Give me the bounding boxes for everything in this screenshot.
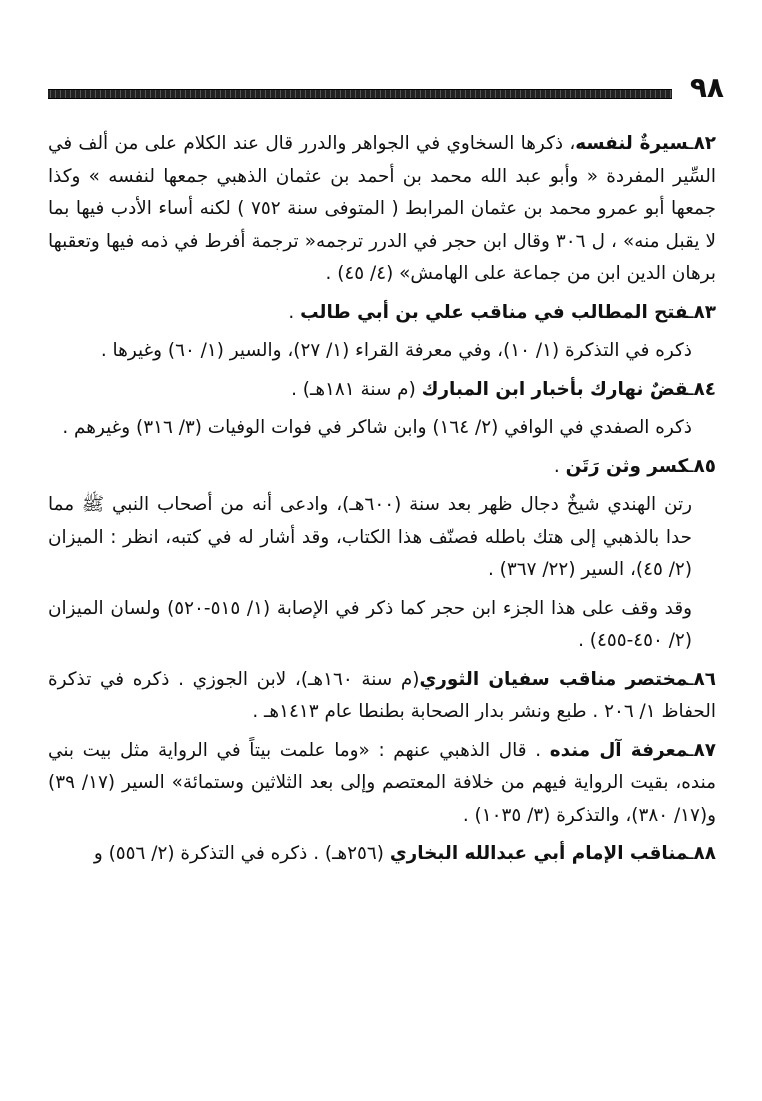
entry-82: ٨٢ـسيرةٌ لنفسه، ذكرها السخاوي في الجواهر والدرر قال عند الكلام على من ألف في السِّير المفردة « وأبو عبد الله محمد بن أحمد بن عثمان الذهبي جمعها لنفسه » وكذا جمعها أبو عمرو محمد بن عثمان المرابط ( المتوفى سنة ٧٥٢ ) لكنه أساء الأدب فيها بما لا يقبل منه» ، ل ٣٠٦ وقال ابن حجر في الدرر ترجمه« ترجمة أفرط في ذمه فيها وتعقبها برهان الدين ابن من جماعة على الهامش» (٤/ ٤٥) . xyxy=(48,133,717,284)
entry-87: ٨٧ـمعرفة آل منده . قال الذهبي عنهم : «وما علمت بيتاً في الرواية مثل بيت بني منده، بقيت الرواية فيهم من خلافة المعتصم وإلى بعد الثلاثين وستمائة» السير (١٧/ ٣٩) و(١٧/ ٣٨٠)، والتذكرة (٣/ ١٠٣٥) . xyxy=(48,739,716,826)
entry-title: قضٌ نهارك بأخبار ابن المبارك xyxy=(421,378,689,400)
entry-title: كسر وثن رَتَن xyxy=(565,455,689,477)
entry-number: ٨٧ xyxy=(693,739,716,761)
entry-88: ٨٨ـمناقب الإمام أبي عبدالله البخاري (٢٥٦هـ) . ذكره في التذكرة (٢/ ٥٥٦) و xyxy=(93,843,716,864)
entry-number: ٨٨ xyxy=(693,843,716,864)
page-header xyxy=(48,72,724,104)
entry-title: فتح المطالب في مناقب علي بن أبي طالب xyxy=(300,301,689,323)
entry-title: مختصر مناقب سفيان الثوري xyxy=(419,668,689,690)
header-rule xyxy=(48,89,672,99)
entry-text: . قال الذهبي عنهم : «وما علمت بيتاً في الرواية مثل بيت بني منده، بقيت الرواية فيهم من خلافة المعتصم وإلى بعد الثلاثين وستمائة» السير (١٧/ ٣٩) و(١٧/ ٣٨٠)، والتذكرة (٣/ ١٠٣٥) . xyxy=(48,739,716,826)
paragraph: ذكره الصفدي في الوافي (٢/ ١٦٤) وابن شاكر في فوات الوفيات (٣/ ٣١٦) وغيرهم . xyxy=(62,417,692,438)
entry-86: ٨٦ـمختصر مناقب سفيان الثوري(م سنة ١٦٠هـ)، لابن الجوزي . ذكره في تذكرة الحفاظ ١/ ٢٠٦ . طبع ونشر بدار الصحابة بطنطا عام ١٤١٣هـ . xyxy=(48,668,716,722)
entry-85: ٨٥ـكسر وثن رَتَن . xyxy=(553,455,716,477)
entry-number: ٨٢ xyxy=(693,133,717,154)
entry-number: ٨٤ xyxy=(693,378,716,400)
page-body xyxy=(48,128,716,877)
entry-title: معرفة آل منده xyxy=(549,739,689,761)
paragraph: رتن الهندي شيخٌ دجال ظهر بعد سنة (٦٠٠هـ)، وادعى أنه من أصحاب النبي ﷺ مما حدا بالذهبي إلى هتك باطله فصنّف هذا الكتاب، وقد أشار له في كتبه، انظر : الميزان (٢/ ٤٥)، السير (٢٢/ ٣٦٧) . xyxy=(48,494,692,580)
entry-text: (م سنة ١٦٠هـ)، لابن الجوزي . ذكره في تذكرة الحفاظ ١/ ٢٠٦ . طبع ونشر بدار الصحابة بطنطا عام ١٤١٣هـ . xyxy=(48,668,716,722)
entry-text: (٢٥٦هـ) . ذكره في التذكرة (٢/ ٥٥٦) و xyxy=(93,843,390,864)
entry-84: ٨٤ـقضٌ نهارك بأخبار ابن المبارك (م سنة ١٨١هـ) . xyxy=(291,378,716,400)
entry-text: (م سنة ١٨١هـ) . xyxy=(291,378,422,400)
page-number: ٩٨ xyxy=(689,71,724,104)
entry-text: . xyxy=(553,455,566,477)
entry-number: ٨٦ xyxy=(693,668,716,690)
entry-83: ٨٣ـفتح المطالب في مناقب علي بن أبي طالب . xyxy=(288,301,716,323)
entry-title: سيرةٌ لنفسه xyxy=(575,133,689,154)
entry-number: ٨٥ xyxy=(693,455,716,477)
entry-text: . xyxy=(288,301,301,323)
entry-number: ٨٣ xyxy=(693,301,716,323)
paragraph: ذكره في التذكرة (١/ ١٠)، وفي معرفة القراء (١/ ٢٧)، والسير (١/ ٦٠) وغيرها . xyxy=(100,340,692,361)
entry-title: مناقب الإمام أبي عبدالله البخاري xyxy=(389,843,689,864)
entry-text: ، ذكرها السخاوي في الجواهر والدرر قال عند الكلام على من ألف في السِّير المفردة « وأبو عبد الله محمد بن أحمد بن عثمان الذهبي جمعها لنفسه » وكذا جمعها أبو عمرو محمد بن عثمان المرابط ( المتوفى سنة ٧٥٢ ) لكنه أساء الأدب فيها بما لا يقبل منه» ، ل ٣٠٦ وقال ابن حجر في الدرر ترجمه« ترجمة أفرط في ذمه فيها وتعقبها برهان الدين ابن من جماعة على الهامش» (٤/ ٤٥) . xyxy=(48,133,716,284)
paragraph: وقد وقف على هذا الجزء ابن حجر كما ذكر في الإصابة (١/ ٥١٥-٥٢٠) ولسان الميزان (٢/ ٤٥٠-٤٥٥) . xyxy=(48,597,692,651)
